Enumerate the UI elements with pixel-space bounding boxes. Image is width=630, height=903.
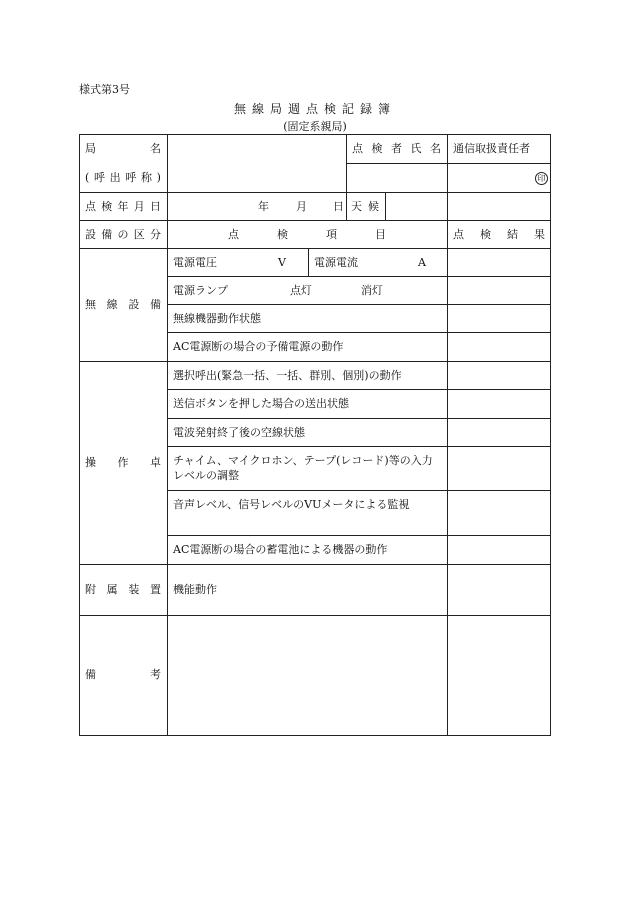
comm-manager-label: 通信取扱責任者 <box>453 142 530 155</box>
inspector-label: 点 検 者 氏 名 <box>352 142 441 155</box>
console-section-label: 操 作 卓 <box>85 456 161 469</box>
rule-weather-right <box>385 192 386 220</box>
rule-console-3 <box>167 446 551 447</box>
rule-col-category <box>167 134 168 736</box>
radio-section-label: 無 線 設 備 <box>85 298 161 311</box>
rule-radio-1 <box>167 276 551 277</box>
voltage-label: 電源電圧 <box>173 256 217 269</box>
weather-label: 天 候 <box>351 200 379 213</box>
date-label: 点 検 年 月 日 <box>85 200 161 213</box>
rule-col-inspector <box>346 134 347 192</box>
console-item: 電波発射終了後の空線状態 <box>173 426 305 439</box>
item-header: 点 検 項 目 <box>228 228 386 241</box>
rule-top-mid <box>346 163 551 164</box>
accessory-item: 機能動作 <box>173 583 217 596</box>
rule-console-4 <box>167 490 551 491</box>
call-sign-label: ( 呼 出 呼 称 ) <box>85 171 161 184</box>
lamp-label: 電源ランプ <box>173 284 228 297</box>
rule-voltage-split <box>308 248 309 276</box>
result-header: 点 検 結 果 <box>453 228 545 241</box>
device-operation-item: 無線機器動作状態 <box>173 312 261 325</box>
form-number: 様式第3号 <box>79 83 130 96</box>
station-name-label: 局 名 <box>85 142 161 155</box>
date-month: 月 <box>296 200 307 213</box>
rule-radio-3 <box>167 332 551 333</box>
date-day: 日 <box>333 200 344 213</box>
rule-weather-end <box>447 192 448 220</box>
rule-date-top <box>79 192 551 193</box>
category-header: 設 備 の 区 分 <box>85 228 161 241</box>
rule-header-top <box>79 220 551 221</box>
console-item: 送信ボタンを押した場合の送出状態 <box>173 397 349 410</box>
seal-mark-icon: 印 <box>535 172 548 185</box>
rule-console-5 <box>167 535 551 536</box>
rule-radio-2 <box>167 304 551 305</box>
current-label: 電源電流 <box>314 256 358 269</box>
rule-radio-end <box>79 361 551 362</box>
rule-console-end <box>79 564 551 565</box>
inspection-table <box>79 134 551 736</box>
rule-remarks-top <box>79 615 551 616</box>
remarks-label: 備 考 <box>85 668 161 681</box>
rule-header-bottom <box>79 248 551 249</box>
form-subtitle: (固定系親局) <box>283 120 347 133</box>
form-title: 無線局週点検記録簿 <box>233 102 396 116</box>
lamp-on: 点灯 <box>290 284 312 297</box>
console-item: 選択呼出(緊急一括、一括、群別、個別)の動作 <box>173 369 402 382</box>
rule-result-col <box>447 220 448 736</box>
rule-console-1 <box>167 389 551 390</box>
current-unit: A <box>418 256 426 269</box>
console-item: AC電源断の場合の蓄電池による機器の動作 <box>173 543 388 556</box>
voltage-unit: V <box>278 256 286 269</box>
lamp-off: 消灯 <box>361 284 383 297</box>
accessory-section-label: 附 属 装 置 <box>85 583 161 596</box>
console-item: チャイム、マイクロホン、テープ(レコード)等の入力レベルの調整 <box>173 454 433 482</box>
date-year: 年 <box>258 200 269 213</box>
console-item: 音声レベル、信号レベルのVUメータによる監視 <box>173 498 410 511</box>
rule-console-2 <box>167 418 551 419</box>
rule-col-result <box>447 134 448 192</box>
rule-weather-left <box>346 192 347 220</box>
backup-power-item: AC電源断の場合の予備電源の動作 <box>173 340 344 353</box>
